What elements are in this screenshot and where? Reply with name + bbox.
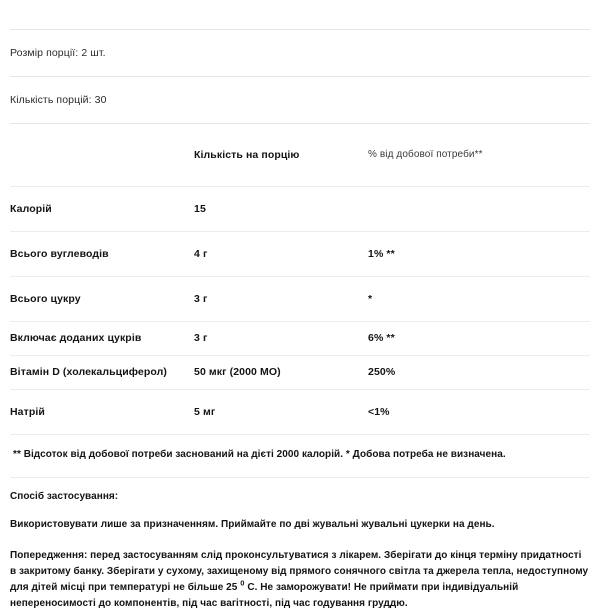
amount-text: 3 г [194,293,207,305]
usage-text: Використовувати лише за призначенням. Приймайте по дві жувальні жувальні цукерки на день. [10,518,590,532]
daily-value-text: * [368,293,372,305]
row-nutrient-name [10,321,194,355]
nutrient-name-text: Калорій [10,203,52,215]
daily-value-text: 1% ** [368,248,395,260]
daily-value-text: 250% [368,366,395,378]
footnote-row [10,435,590,477]
table-row [10,355,590,389]
footnote-text: ** Відсоток від добової потреби заснований на дієті 2000 калорій. * Добова потреба не визначена. [13,448,506,463]
row-nutrient-name [10,355,194,389]
row-amount [194,355,368,389]
row-amount [194,276,368,321]
footnote-block [10,435,590,477]
serving-size-label: Розмір порції: 2 шт. [10,47,106,59]
table-header-row [10,124,590,186]
servings-count-row [10,77,590,123]
top-spacer [10,0,590,29]
table-body [10,186,590,434]
usage-title: Спосіб застосування: [10,490,590,504]
row-amount [194,389,368,434]
warning-text [10,548,590,612]
row-daily-value [368,231,590,276]
row-amount [194,231,368,276]
daily-value-text: 6% ** [368,332,395,344]
amount-text: 50 мкг (2000 МО) [194,366,281,378]
table-row [10,276,590,321]
usage-block [10,478,590,612]
nutrition-facts-table [10,124,590,434]
row-daily-value [368,186,590,231]
amount-text: 5 мг [194,406,215,418]
daily-value-text: <1% [368,406,390,418]
amount-text: 15 [194,203,206,215]
amount-text: 4 г [194,248,207,260]
table-row [10,389,590,434]
nutrient-name-text: Всього цукру [10,293,81,305]
row-nutrient-name [10,186,194,231]
row-nutrient-name [10,276,194,321]
row-nutrient-name [10,231,194,276]
warning-part2: С. Не заморожувати! Не приймати при індивідуальній непереносимості до компонентів, під час вагітності, під час годування груддю. [10,582,518,609]
header-amount-per-serving: Кількість на порцію [194,124,368,186]
row-amount [194,321,368,355]
amount-text: 3 г [194,332,207,344]
table-row [10,321,590,355]
serving-size-row [10,30,590,76]
nutrient-name-text: Вітамін D (холекальциферол) [10,366,167,378]
row-amount [194,186,368,231]
nutrient-name-text: Натрій [10,406,45,418]
degree-superscript: 0 [240,579,244,588]
nutrient-name-text: Включає доданих цукрів [10,332,141,344]
header-nutrient [10,124,194,186]
row-daily-value [368,355,590,389]
row-nutrient-name [10,389,194,434]
row-daily-value [368,276,590,321]
header-daily-value: % від добової потреби** [368,124,590,186]
row-daily-value [368,389,590,434]
table-row [10,231,590,276]
warning-part1: Попередження: перед застосуванням слід проконсультуватися з лікарем. Зберігати до кінця терміну придатності в закритому банку. Зберігати у сухому, захищеному від прямого сонячного світла та джерела тепла, недоступному для дітей місці при температурі не більше 25 [10,550,588,593]
servings-count-label: Кількість порцій: 30 [10,94,107,106]
row-daily-value [368,321,590,355]
table-row [10,186,590,231]
nutrient-name-text: Всього вуглеводів [10,248,109,260]
